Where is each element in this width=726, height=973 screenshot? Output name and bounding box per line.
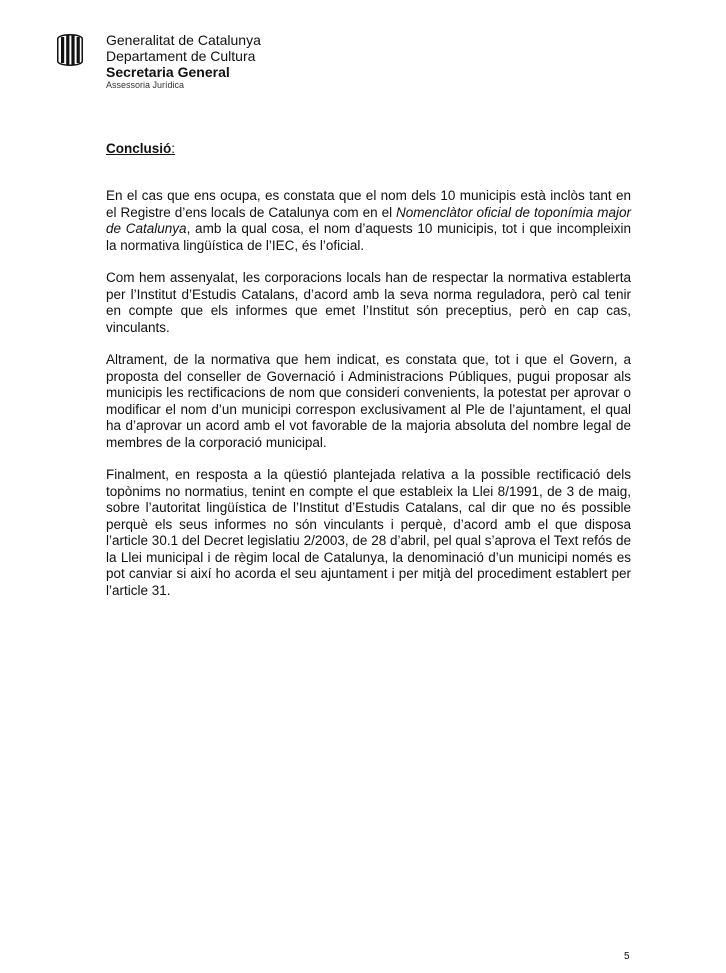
section-heading-colon: :: [171, 141, 176, 156]
paragraph-4: Finalment, en resposta a la qüestió plantejada relativa a la possible rectificació dels topònims no normatius, tenint en compte el que estableix la Llei 8/1991, de 3 de maig, sobre l’autoritat lingüística de l’Institut d’Estudis Catalans, cal dir que no és possible perquè els seus informes no són vinculants i perquè, d’acord amb el que disposa l’article 30.1 del Decret legislatiu 2/2003, de 28 d’abril, pel qual s’aprova el Text refós de la Llei municipal i de règim local de Catalunya, la denominació d’un municipi només es pot canviar si així ho acorda el seu ajuntament i per mitjà del procediment establert per l’article 31.: [106, 467, 631, 598]
generalitat-logo-icon: [57, 34, 83, 66]
paragraph-1-text-b: , amb la qual cosa, el nom d’aquests 10 municipis, tot i que incompleixin la normativa lingüística de l’IEC, és l’oficial.: [106, 221, 631, 253]
letterhead: [106, 32, 261, 91]
header-secretariat: Secretaria General: [106, 64, 230, 80]
paragraph-1: [106, 188, 631, 254]
paragraph-3: Altrament, de la normativa que hem indicat, es constata que, tot i que el Govern, a proposta del conseller de Governació i Administracions Públiques, pugui proposar als municipis les rectificacions de nom que consideri convenients, la potestat per aprovar o modificar el nom d’un municipi correspon exclusivament al Ple de l’ajuntament, el qual ha d’aprovar un acord amb el vot favorable de la majoria absoluta del nombre legal de membres de la corporació municipal.: [106, 352, 631, 450]
page-number: 5: [624, 951, 630, 962]
section-heading-text: Conclusió: [106, 141, 172, 156]
header-organization: Generalitat de Catalunya: [106, 32, 261, 48]
document-body: [106, 188, 631, 599]
header-unit: Assessoria Jurídica: [106, 80, 185, 90]
paragraph-1-italic-title: Nomenclàtor oficial de toponímia major de Catalunya: [106, 204, 631, 236]
section-heading: [106, 141, 175, 156]
paragraph-2: Com hem assenyalat, les corporacions locals han de respectar la normativa establerta per l’Institut d’Estudis Catalans, d’acord amb la seva norma reguladora, però cal tenir en compte que els informes que emet l’Institut són preceptius, però en cap cas, vinculants.: [106, 270, 631, 335]
paragraph-1-text-a: En el cas que ens ocupa, es constata que el nom dels 10 municipis està inclòs tant en el Registre d’ens locals de Catalunya com en el: [106, 188, 631, 220]
header-department: Departament de Cultura: [106, 48, 256, 64]
